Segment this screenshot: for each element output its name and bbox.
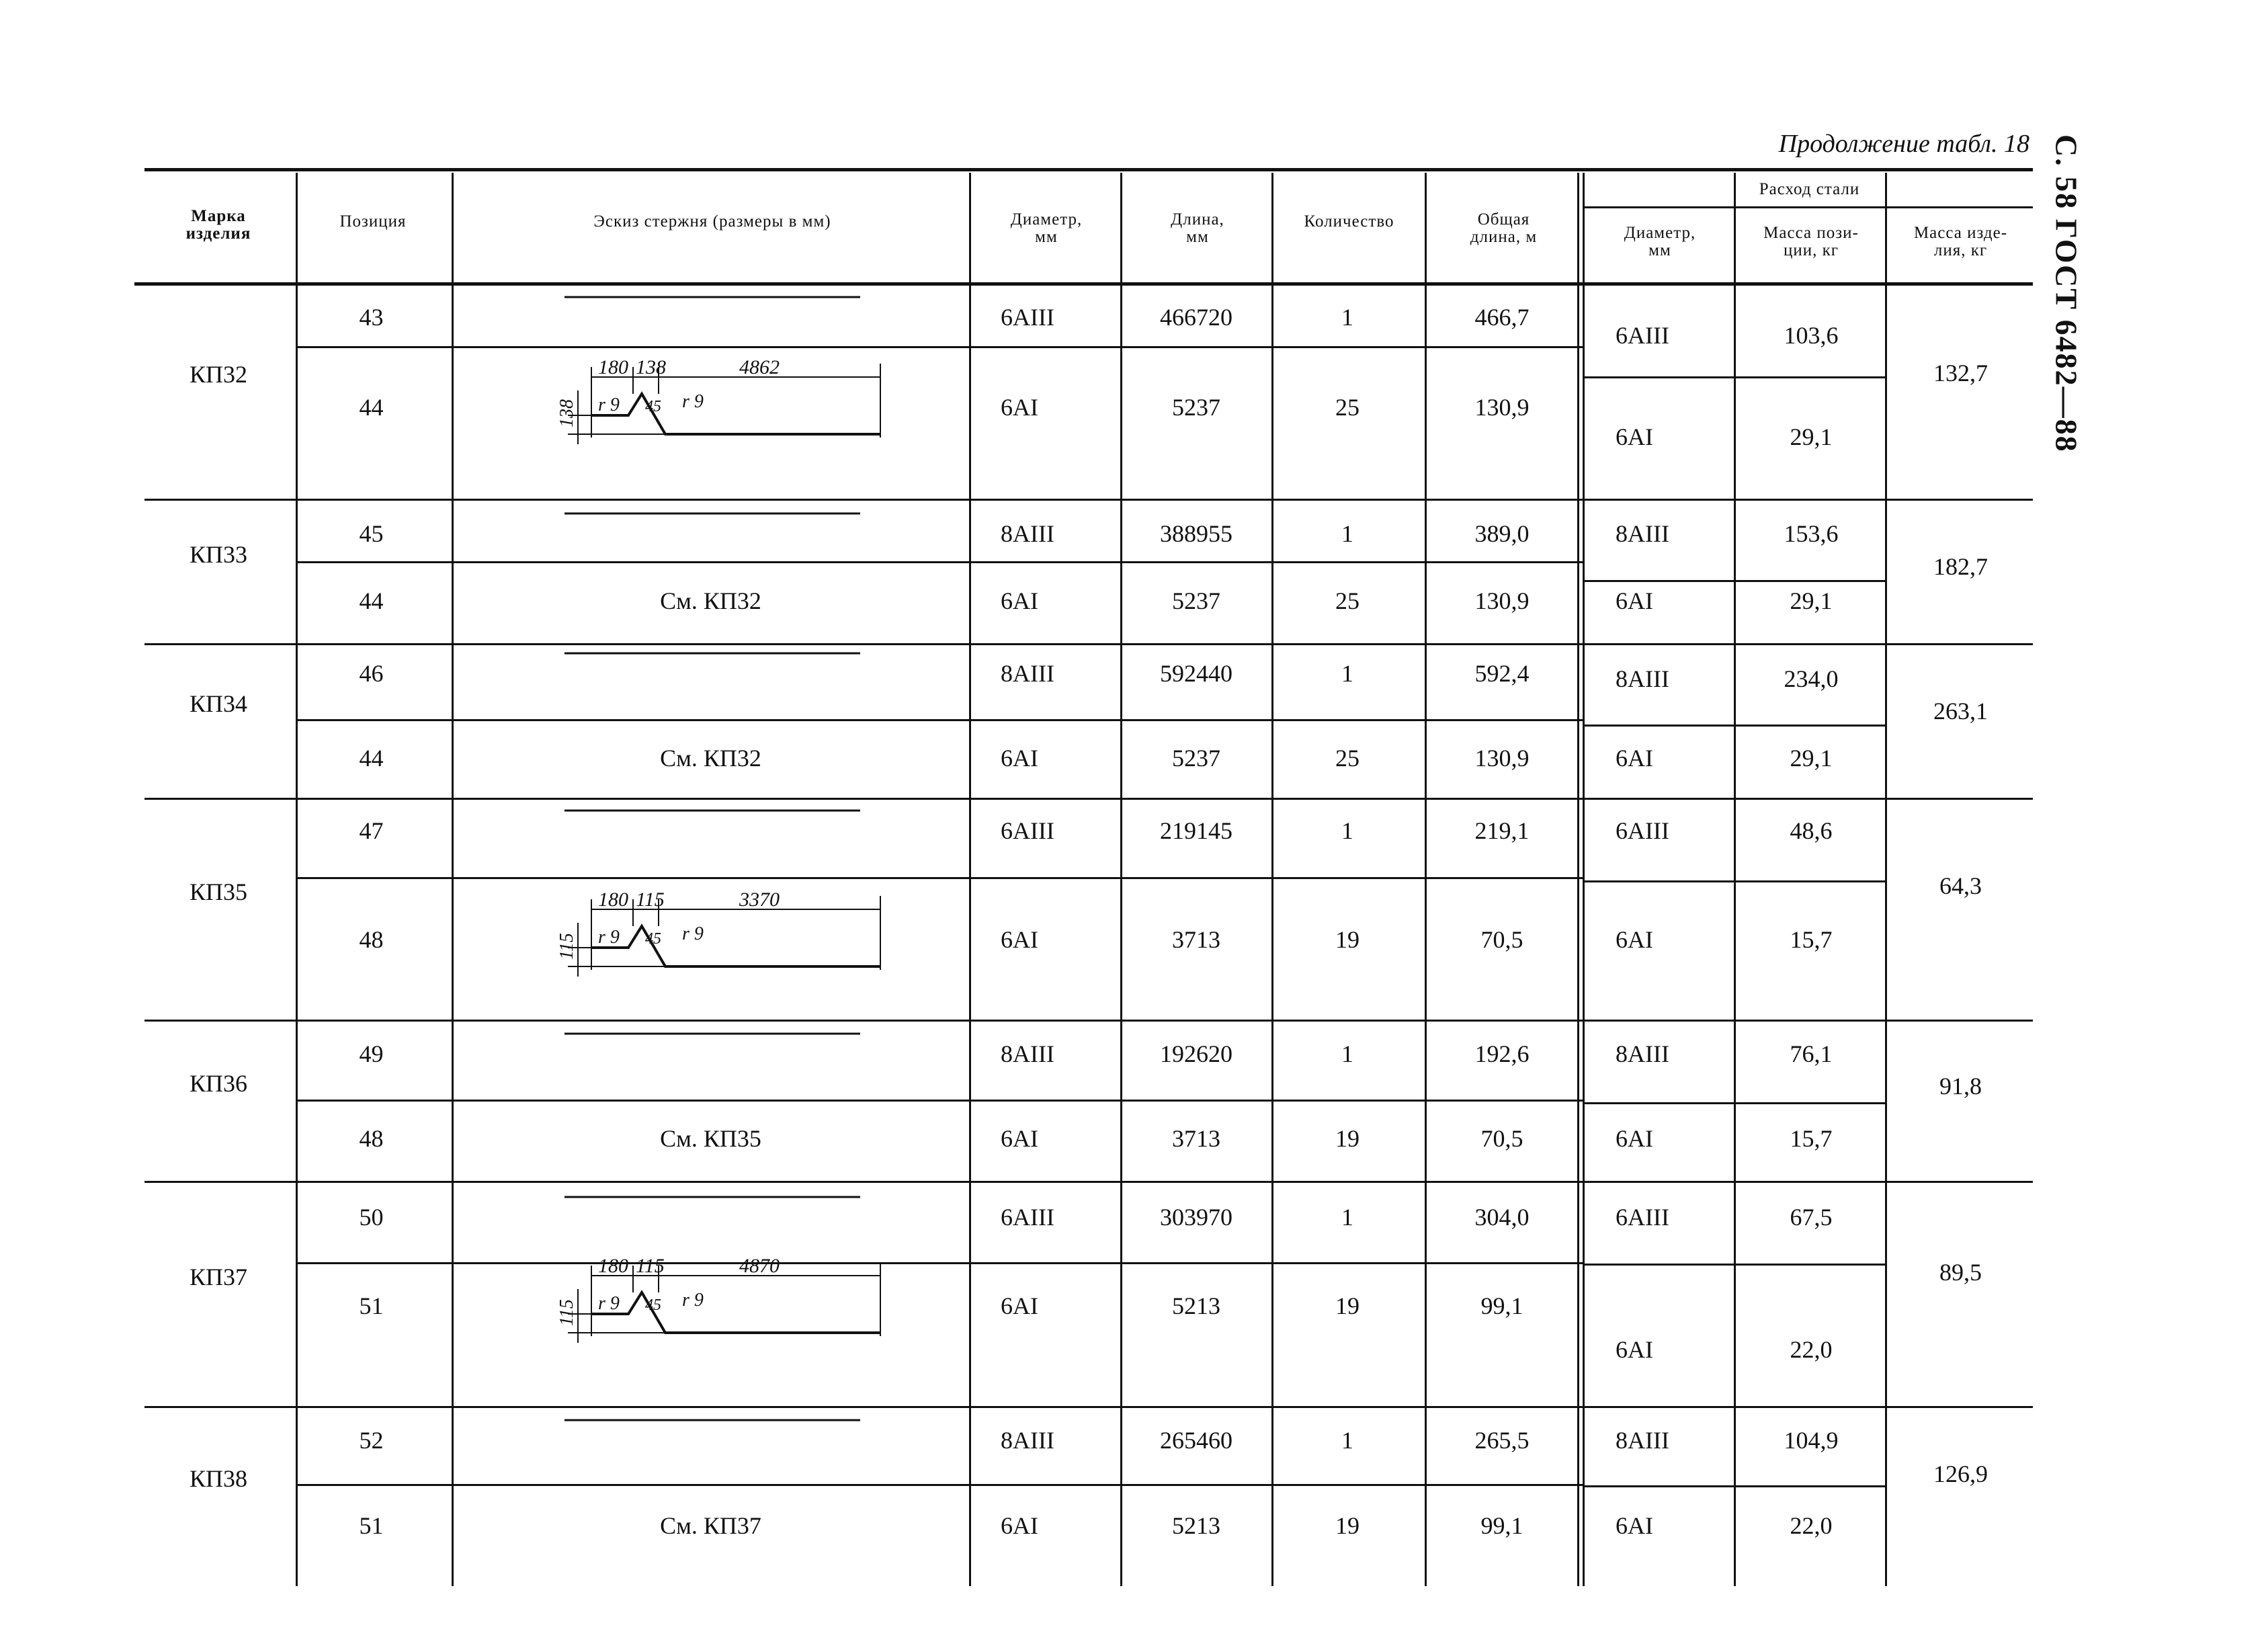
- total-length: 130,9: [1474, 745, 1530, 772]
- product-mass: 132,7: [1933, 360, 1988, 386]
- steel-diameter: 8AIII: [1616, 520, 1669, 547]
- bar-diameter: 8AIII: [1001, 660, 1054, 687]
- steel-diameter: 6AI: [1616, 1512, 1653, 1539]
- steel-row-rule-2: [1583, 725, 1885, 727]
- product-mark: КП35: [189, 878, 247, 905]
- bent-bar-sketch: [457, 354, 968, 454]
- steel-diameter: 6AI: [1616, 926, 1653, 953]
- bar-quantity: 19: [1335, 1512, 1359, 1539]
- product-mark: КП37: [189, 1263, 247, 1290]
- header-total-length: Общая длина, м: [1470, 210, 1538, 246]
- bar-quantity: 1: [1341, 1427, 1353, 1454]
- product-mark: КП34: [189, 690, 247, 717]
- bar-quantity: 25: [1335, 587, 1359, 614]
- position-mass: 29,1: [1790, 423, 1833, 450]
- dim-label-main: 4862: [739, 356, 780, 378]
- row-rule-1: [296, 561, 1583, 563]
- product-mark: КП38: [189, 1464, 247, 1492]
- row-rule-0: [296, 346, 1583, 348]
- position-number: 46: [359, 660, 384, 687]
- bar-length: 5237: [1172, 587, 1220, 614]
- bar-diameter: 6AIII: [1001, 1204, 1054, 1231]
- header-mark: Марка изделия: [185, 206, 251, 243]
- total-length: 304,0: [1474, 1204, 1530, 1231]
- product-mark: КП33: [189, 540, 247, 568]
- bar-diameter: 6AIII: [1001, 304, 1054, 331]
- bent-bar-shape: [591, 1292, 880, 1333]
- group-rule-4: [144, 1020, 2033, 1022]
- bent-bar-sketch: [457, 886, 968, 987]
- sketch-reference: См. КП32: [660, 587, 761, 614]
- dim-label-radius-right: r 9: [682, 391, 704, 412]
- bar-length: 265460: [1160, 1427, 1232, 1454]
- bar-quantity: 25: [1335, 745, 1359, 772]
- product-mark: КП32: [189, 361, 247, 388]
- product-mass: 89,5: [1939, 1259, 1982, 1286]
- steel-diameter: 6AIII: [1616, 322, 1669, 349]
- dim-label-radius-right: r 9: [682, 1290, 704, 1311]
- position-mass: 103,6: [1784, 322, 1839, 349]
- group-rule-5: [144, 1181, 2033, 1183]
- dim-label-middle: 115: [636, 889, 665, 911]
- dim-label-angle: 45: [645, 930, 661, 948]
- dim-label-middle: 138: [636, 356, 666, 378]
- position-mass: 29,1: [1790, 587, 1833, 614]
- column-divider-7: [1734, 173, 1736, 1586]
- header-position: Позиция: [339, 212, 407, 231]
- bar-diameter: 8AIII: [1001, 520, 1054, 547]
- position-number: 51: [359, 1512, 384, 1539]
- total-length: 99,1: [1480, 1512, 1523, 1539]
- bent-bar-shape: [591, 926, 880, 966]
- position-mass: 234,0: [1784, 665, 1839, 692]
- bar-length: 5237: [1172, 745, 1220, 772]
- header-product-mass: Масса изде- лия, кг: [1913, 223, 2008, 259]
- position-mass: 48,6: [1790, 817, 1833, 844]
- column-divider-3: [1120, 173, 1122, 1586]
- bar-length: 5213: [1172, 1512, 1220, 1539]
- dim-label-left: 180: [598, 889, 628, 911]
- header-position-mass: Масса пози- ции, кг: [1763, 223, 1859, 259]
- straight-bar-sketch: [457, 507, 968, 520]
- position-mass: 29,1: [1790, 745, 1833, 772]
- dim-label-main: 4870: [739, 1255, 780, 1277]
- header-quantity: Количество: [1304, 212, 1394, 231]
- steel-diameter: 6AIII: [1616, 1204, 1669, 1231]
- dim-label-main: 3370: [739, 889, 780, 911]
- straight-bar-sketch: [457, 1027, 968, 1040]
- bar-diameter: 6AI: [1001, 394, 1038, 421]
- bar-length: 592440: [1160, 660, 1232, 687]
- dim-label-radius-right: r 9: [682, 923, 704, 944]
- bar-quantity: 1: [1341, 1040, 1353, 1067]
- total-length: 265,5: [1474, 1427, 1530, 1454]
- position-mass: 22,0: [1790, 1336, 1833, 1363]
- dim-label-middle: 115: [636, 1255, 665, 1277]
- row-rule-4: [296, 1100, 1583, 1102]
- column-divider-0: [296, 173, 298, 1586]
- bar-length: 3713: [1172, 1125, 1220, 1152]
- bar-quantity: 19: [1335, 1292, 1359, 1319]
- sketch-reference: См. КП32: [660, 745, 761, 772]
- dim-label-height: 115: [556, 1299, 577, 1326]
- group-rule-2: [144, 643, 2033, 645]
- total-length: 70,5: [1480, 926, 1523, 953]
- total-length: 99,1: [1480, 1292, 1523, 1319]
- steel-diameter: 8AIII: [1616, 1040, 1669, 1067]
- column-divider-5: [1425, 173, 1427, 1586]
- position-number: 48: [359, 926, 384, 953]
- dim-label-angle: 45: [645, 398, 661, 415]
- position-number: 49: [359, 1040, 384, 1067]
- bar-diameter: 6AI: [1001, 1292, 1038, 1319]
- steel-diameter: 6AIII: [1616, 817, 1669, 844]
- sketch-reference: См. КП35: [660, 1125, 761, 1152]
- steel-row-rule-4: [1583, 1102, 1885, 1104]
- product-mass: 91,8: [1939, 1073, 1982, 1100]
- bent-bar-shape: [591, 394, 880, 434]
- position-number: 50: [359, 1204, 384, 1231]
- table-top-rule: [144, 168, 2033, 171]
- position-number: 48: [359, 1125, 384, 1152]
- total-length: 466,7: [1474, 304, 1530, 331]
- product-mark: КП36: [189, 1070, 247, 1097]
- position-number: 44: [359, 394, 384, 421]
- page-side-title: [2043, 134, 2090, 484]
- side-title-text: С. 58 ГОСТ 6482—88: [2049, 134, 2084, 453]
- bar-diameter: 8AIII: [1001, 1427, 1054, 1454]
- bar-quantity: 1: [1341, 817, 1353, 844]
- steel-subheader-rule: [1583, 206, 2033, 208]
- product-mass: 263,1: [1933, 698, 1988, 725]
- straight-bar-sketch: [457, 290, 968, 304]
- bar-length: 466720: [1160, 304, 1232, 331]
- bar-length: 5213: [1172, 1292, 1220, 1319]
- position-number: 44: [359, 587, 384, 614]
- dim-label-left: 180: [598, 1255, 628, 1277]
- straight-bar-sketch: [457, 804, 968, 817]
- steel-row-rule-0: [1583, 376, 1885, 378]
- straight-bar-sketch: [457, 1413, 968, 1427]
- total-length: 130,9: [1474, 587, 1530, 614]
- steel-diameter: 8AIII: [1616, 1427, 1669, 1454]
- group-rule-6: [144, 1406, 2033, 1408]
- column-divider-2: [969, 173, 971, 1586]
- position-mass: 15,7: [1790, 1125, 1833, 1152]
- total-length: 592,4: [1474, 660, 1530, 687]
- position-number: 52: [359, 1427, 384, 1454]
- position-number: 47: [359, 817, 384, 844]
- header-length: Длина, мм: [1171, 210, 1224, 246]
- bar-diameter: 6AI: [1001, 1512, 1038, 1539]
- position-mass: 153,6: [1784, 520, 1839, 547]
- steel-row-rule-6: [1583, 1485, 1885, 1487]
- total-length: 130,9: [1474, 394, 1530, 421]
- dim-label-left: 180: [598, 356, 628, 378]
- group-rule-1: [144, 499, 2033, 501]
- header-diameter: Диаметр, мм: [1010, 210, 1083, 246]
- straight-bar-sketch: [457, 1190, 968, 1204]
- bent-bar-sketch: [457, 1252, 968, 1353]
- header-bottom-rule: [134, 282, 2033, 286]
- total-length: 219,1: [1474, 817, 1530, 844]
- product-mass: 126,9: [1933, 1460, 1988, 1487]
- bar-length: 5237: [1172, 394, 1220, 421]
- dim-label-radius-left: r 9: [598, 927, 620, 948]
- bar-quantity: 25: [1335, 394, 1359, 421]
- position-number: 43: [359, 304, 384, 331]
- position-mass: 104,9: [1784, 1427, 1839, 1454]
- bar-length: 219145: [1160, 817, 1232, 844]
- group-rule-3: [144, 798, 2033, 800]
- position-mass: 22,0: [1790, 1512, 1833, 1539]
- bar-length: 303970: [1160, 1204, 1232, 1231]
- total-length: 192,6: [1474, 1040, 1530, 1067]
- position-mass: 15,7: [1790, 926, 1833, 953]
- column-divider-double: [1577, 173, 1579, 1586]
- bar-length: 3713: [1172, 926, 1220, 953]
- steel-diameter: 6AI: [1616, 1125, 1653, 1152]
- bar-quantity: 1: [1341, 520, 1353, 547]
- column-divider-8: [1885, 173, 1887, 1586]
- dim-label-height: 115: [556, 933, 577, 960]
- position-number: 44: [359, 745, 384, 772]
- bar-diameter: 6AI: [1001, 587, 1038, 614]
- position-mass: 76,1: [1790, 1040, 1833, 1067]
- steel-diameter: 6AI: [1616, 1336, 1653, 1363]
- steel-diameter: 8AIII: [1616, 665, 1669, 692]
- steel-row-rule-5: [1583, 1264, 1885, 1266]
- bar-length: 388955: [1160, 520, 1232, 547]
- steel-diameter: 6AI: [1616, 587, 1653, 614]
- bar-quantity: 1: [1341, 1204, 1353, 1231]
- total-length: 70,5: [1480, 1125, 1523, 1152]
- bar-quantity: 19: [1335, 926, 1359, 953]
- dim-label-height: 138: [556, 399, 577, 427]
- header-steel-diameter: Диаметр, мм: [1624, 223, 1696, 259]
- steel-diameter: 6AI: [1616, 423, 1653, 450]
- product-mass: 64,3: [1939, 872, 1982, 899]
- header-steel-group: Расход стали: [1759, 179, 1860, 198]
- table-caption: Продолжение табл. 18: [1778, 130, 2029, 158]
- steel-row-rule-3: [1583, 880, 1885, 882]
- position-number: 45: [359, 520, 384, 547]
- bar-diameter: 6AI: [1001, 926, 1038, 953]
- position-number: 51: [359, 1292, 384, 1319]
- position-mass: 67,5: [1790, 1204, 1833, 1231]
- bar-diameter: 6AIII: [1001, 817, 1054, 844]
- row-rule-6: [296, 1484, 1583, 1486]
- bar-diameter: 6AI: [1001, 1125, 1038, 1152]
- bar-quantity: 1: [1341, 304, 1353, 331]
- sketch-reference: См. КП37: [660, 1512, 761, 1539]
- bar-diameter: 6AI: [1001, 745, 1038, 772]
- column-divider-1: [452, 173, 454, 1586]
- bar-diameter: 8AIII: [1001, 1040, 1054, 1067]
- dim-label-radius-left: r 9: [598, 1293, 620, 1314]
- bar-quantity: 1: [1341, 660, 1353, 687]
- header-sketch: Эскиз стержня (размеры в мм): [593, 212, 831, 231]
- product-mass: 182,7: [1933, 553, 1988, 580]
- row-rule-3: [296, 877, 1583, 879]
- bar-quantity: 19: [1335, 1125, 1359, 1152]
- steel-diameter: 6AI: [1616, 745, 1653, 772]
- dim-label-angle: 45: [645, 1296, 661, 1314]
- dim-label-radius-left: r 9: [598, 395, 620, 415]
- total-length: 389,0: [1474, 520, 1530, 547]
- column-divider-4: [1271, 173, 1273, 1586]
- bar-length: 192620: [1160, 1040, 1232, 1067]
- column-divider-6: [1583, 173, 1585, 1586]
- row-rule-2: [296, 719, 1583, 721]
- straight-bar-sketch: [457, 647, 968, 660]
